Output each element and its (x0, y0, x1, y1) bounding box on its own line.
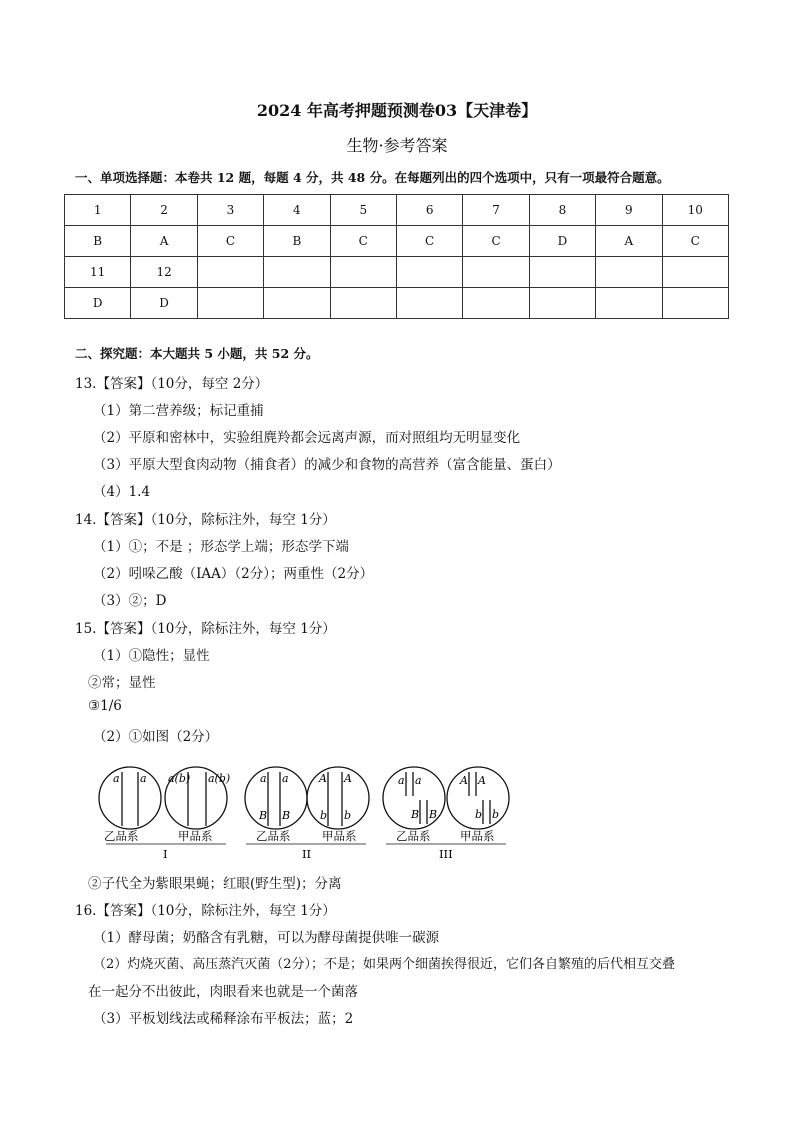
table-cell: D (65, 288, 131, 319)
cell-circle (99, 767, 161, 829)
table-cell: 4 (264, 195, 330, 226)
table-cell (529, 257, 595, 288)
gene-label: a(b) (208, 772, 231, 785)
q13-heading: 13.【答案】（10分，每空 2分） (75, 376, 269, 392)
strain-label: 乙品系 (396, 829, 431, 843)
strain-label: 乙品系 (104, 829, 139, 843)
answer-table (64, 194, 729, 319)
gene-label: a (398, 774, 405, 787)
gene-label: a(b) (168, 772, 191, 785)
table-cell: B (264, 226, 330, 257)
table-cell: 10 (662, 195, 728, 226)
q14-answer-1: （1）①；不是 ；形态学上端；形态学下端 (93, 539, 349, 555)
table-cell: 12 (131, 257, 197, 288)
q15-answer-5: ②子代全为紫眼果蝇；红眼(野生型)；分离 (88, 876, 342, 892)
table-cell: 5 (330, 195, 396, 226)
gene-label: b (492, 808, 500, 821)
q15-answer-2: ②常；显性 (88, 675, 156, 691)
table-cell (396, 288, 462, 319)
table-cell (197, 257, 263, 288)
table-cell (596, 257, 662, 288)
table-cell (264, 257, 330, 288)
table-cell: 1 (65, 195, 131, 226)
q16-answer-2: （2）灼烧灭菌、高压蒸汽灭菌（2分）；不是；如果两个细菌挨得很近，它们各自繁殖的后代相互交叠 (93, 957, 676, 972)
table-cell: 8 (529, 195, 595, 226)
gene-label: b (320, 809, 328, 822)
table-cell (662, 257, 728, 288)
q16-answer-1: （1）酵母菌；奶酪含有乳糖，可以为酵母菌提供唯一碳源 (93, 930, 440, 946)
table-cell (264, 288, 330, 319)
table-cell: A (596, 226, 662, 257)
gene-label: B (429, 808, 438, 821)
table-cell (330, 257, 396, 288)
q14-answer-2: （2）吲哚乙酸（IAA）（2分）；两重性（2分） (93, 566, 374, 582)
table-cell: C (197, 226, 263, 257)
group-number: I (163, 847, 168, 861)
table-cell (463, 288, 529, 319)
section2-heading: 二、探究题：本大题共 5 小题，共 52 分。 (75, 346, 319, 361)
table-cell (197, 288, 263, 319)
table-cell: 7 (463, 195, 529, 226)
cell-circle (245, 767, 307, 829)
table-cell: C (330, 226, 396, 257)
q13-answer-1: （1）第二营养级；标记重捕 (93, 403, 264, 419)
table-cell: 2 (131, 195, 197, 226)
q16-answer-3: （3）平板划线法或稀释涂布平板法；蓝；2 (93, 1011, 354, 1027)
section1-heading: 一、单项选择题：本卷共 12 题，每题 4 分，共 48 分。在每题列出的四个选项中，只有一项最符合题意。 (75, 170, 670, 185)
gene-label: b (475, 808, 483, 821)
gene-label: a (140, 772, 147, 785)
table-row (65, 288, 729, 319)
q16-answer-2-cont: 在一起分不出彼此，肉眼看来也就是一个菌落 (88, 984, 358, 1000)
gene-label: a (282, 772, 289, 785)
table-cell: 3 (197, 195, 263, 226)
gene-label: A (344, 772, 352, 785)
chromosome-figure (96, 756, 516, 866)
table-cell (596, 288, 662, 319)
table-cell: C (463, 226, 529, 257)
gene-label: a (415, 774, 422, 787)
table-cell: 11 (65, 257, 131, 288)
q13-answer-3: （3）平原大型食肉动物（捕食者）的减少和食物的高营养（富含能量、蛋白） (93, 457, 561, 473)
table-cell: C (662, 226, 728, 257)
strain-label: 甲品系 (460, 829, 495, 843)
table-cell: B (65, 226, 131, 257)
gene-label: a (260, 772, 267, 785)
table-row (65, 195, 729, 226)
table-cell (662, 288, 728, 319)
cell-circle (307, 767, 369, 829)
gene-label: a (113, 772, 120, 785)
q15-heading: 15.【答案】（10分，除标注外，每空 1分） (75, 621, 336, 637)
q13-answer-2: （2）平原和密林中，实验组麂羚都会远离声源，而对照组均无明显变化 (93, 430, 521, 446)
gene-label: b (344, 809, 352, 822)
q15-answer-4: （2）①如图（2分） (93, 729, 219, 745)
strain-label: 乙品系 (256, 829, 291, 843)
q14-answer-3: （3）②；D (93, 593, 167, 609)
gene-label: B (411, 808, 420, 821)
strain-label: 甲品系 (322, 829, 357, 843)
gene-label: A (478, 774, 486, 787)
table-cell (330, 288, 396, 319)
gene-label: B (259, 809, 268, 822)
table-row (65, 226, 729, 257)
table-cell (396, 257, 462, 288)
table-cell (529, 288, 595, 319)
strain-label: 甲品系 (178, 829, 213, 843)
table-cell: D (131, 288, 197, 319)
q14-heading: 14.【答案】（10分，除标注外，每空 1分） (75, 512, 336, 528)
table-cell: C (396, 226, 462, 257)
gene-label: A (319, 772, 327, 785)
group-number: II (302, 847, 312, 861)
q13-answer-4: （4）1.4 (93, 484, 151, 500)
table-cell: 9 (596, 195, 662, 226)
q16-heading: 16.【答案】（10分，除标注外，每空 1分） (75, 903, 336, 919)
q15-answer-1: （1）①隐性；显性 (93, 648, 210, 664)
group-number: III (439, 847, 453, 861)
page-subtitle: 生物·参考答案 (346, 136, 448, 155)
page-title: 2024 年高考押题预测卷03【天津卷】 (256, 101, 538, 120)
q15-answer-3: ③1/6 (88, 698, 122, 714)
table-cell: A (131, 226, 197, 257)
table-row (65, 257, 729, 288)
gene-label: A (460, 774, 468, 787)
table-cell: 6 (396, 195, 462, 226)
table-cell (463, 257, 529, 288)
table-cell: D (529, 226, 595, 257)
gene-label: B (282, 809, 291, 822)
